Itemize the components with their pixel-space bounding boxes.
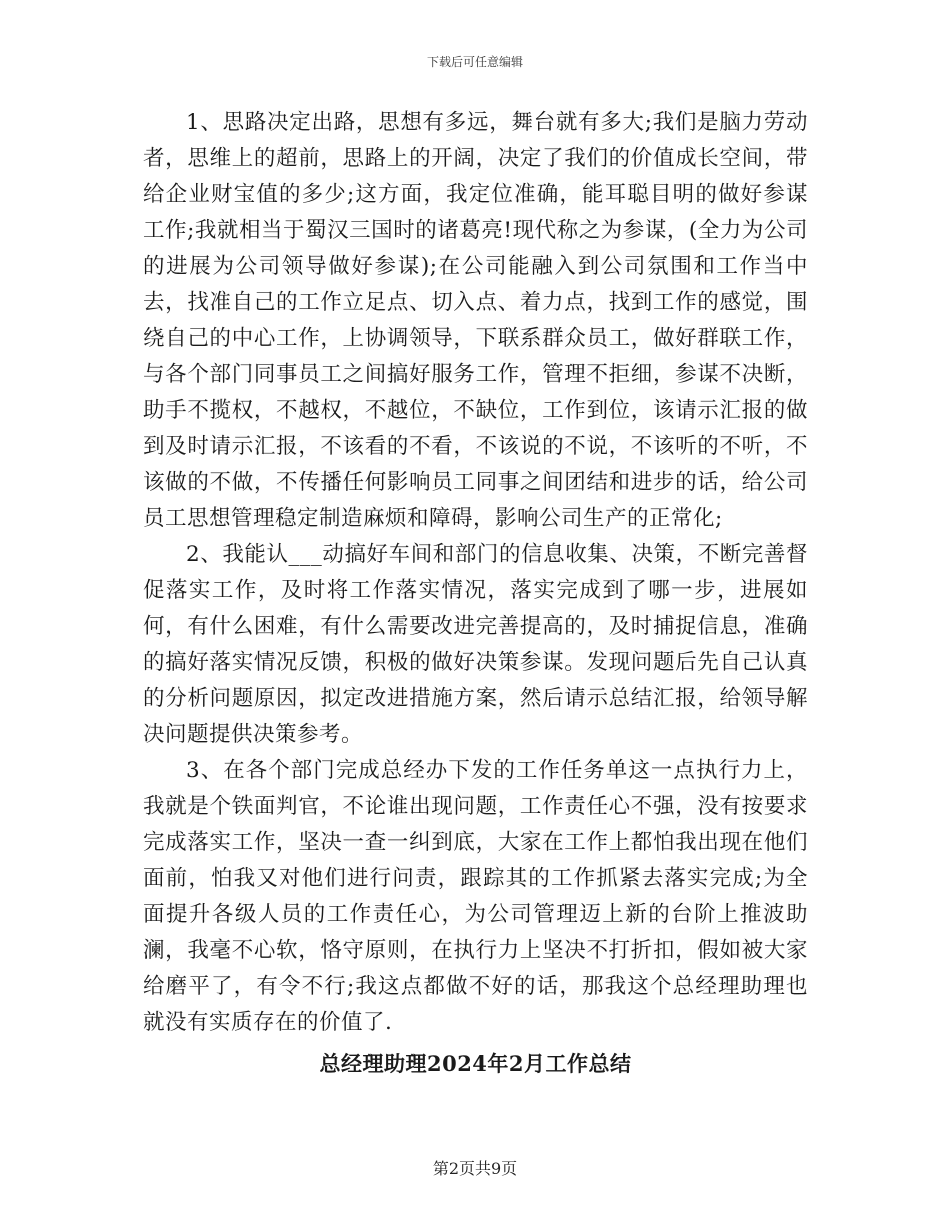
document-body bbox=[143, 105, 808, 1082]
page-header-note: 下载后可任意编辑 bbox=[426, 55, 523, 69]
paragraph-3: 3、在各个部门完成总经办下发的工作任务单这一点执行力上，我就是个铁面判官，不论谁出现问题，工作责任心不强，没有按要求完成落实工作，坚决一查一纠到底，大家在工作上都怕我出现在他们面前，怕我又对他们进行问责，跟踪其的工作抓紧去落实完成;为全面提升各级人员的工作责任心，为公司管理迈上新的台阶上推波助澜，我毫不心软，恪守原则，在执行力上坚决不打折扣，假如被大家给磨平了，有令不行;我这点都做不好的话，那我这个总经理助理也就没有实质存在的价值了. bbox=[143, 758, 808, 1035]
section-title: 总经理助理2024年2月工作总结 bbox=[319, 1051, 632, 1076]
paragraph-2: 2、我能认___动搞好车间和部门的信息收集、决策，不断完善督促落实工作，及时将工作落实情况，落实完成到了哪一步，进展如何，有什么困难，有什么需要改进完善提高的，及时捕捉信息，准确的搞好落实情况反馈，积极的做好决策参谋。发现问题后先自己认真的分析问题原因，拟定改进措施方案，然后请示总结汇报，给领导解决问题提供决策参考。 bbox=[143, 542, 808, 747]
page-number: 第2页共9页 bbox=[432, 1159, 518, 1178]
paragraph-1: 1、思路决定出路，思想有多远，舞台就有多大;我们是脑力劳动者，思维上的超前，思路上的开阔，决定了我们的价值成长空间，带给企业财宝值的多少;这方面，我定位准确，能耳聪目明的做好参谋工作;我就相当于蜀汉三国时的诸葛亮!现代称之为参谋，(全力为公司的进展为公司领导做好参谋);在公司能融入到公司氛围和工作当中去，找准自己的工作立足点、切入点、着力点，找到工作的感觉，围绕自己的中心工作，上协调领导，下联系群众员工，做好群联工作，与各个部门同事员工之间搞好服务工作，管理不拒细，参谋不决断，助手不揽权，不越权，不越位，不缺位，工作到位，该请示汇报的做到及时请示汇报，不该看的不看，不该说的不说，不该听的不听，不该做的不做，不传播任何影响员工同事之间团结和进步的话，给公司员工思想管理稳定制造麻烦和障碍，影响公司生产的正常化; bbox=[143, 110, 808, 531]
